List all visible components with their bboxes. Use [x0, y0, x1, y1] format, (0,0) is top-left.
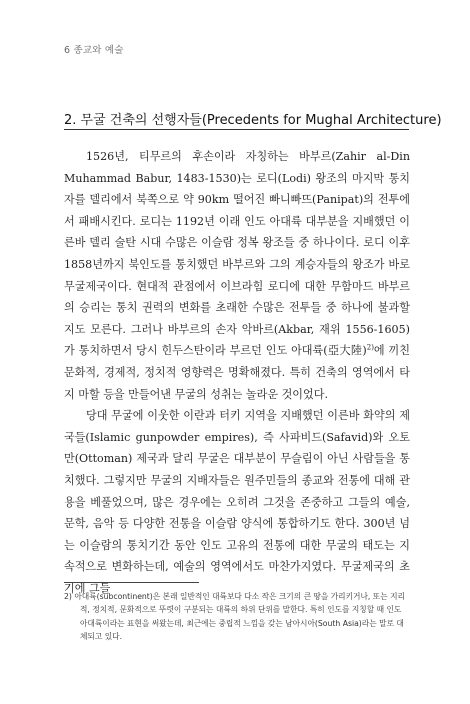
paragraph-2: 당대 무굴에 이웃한 이란과 터키 지역을 지배했던 이른바 화약의 제국들(Islamic gunpowder empires), 즉 사파비드(Safavid)와 오토만(Ottoman) 제국과 달리 무굴은 대부분이 무슬림이 아닌 사람들을 통치했다. 그렇지만 무굴의 지배자들은 원주민들의 종교와 전통에 대해 관용을 베풀었으며, 많은 경우에는 오히려 그것을 존중하고 그들의 예술, 문학, 음악 등 다양한 전통을 이슬람 양식에 통합하기도 한다. 300년 넘는 이슬람의 통치기간 동안 인도 고유의 전통에 대한 무굴의 태도는 지속적으로 변화하는데, 예술의 영역에서도 마찬가지였다. 무굴제국의 초기에 그들: [64, 409, 410, 595]
paragraph-1: [64, 146, 410, 405]
running-header: 6 종교와 예술: [64, 45, 124, 56]
footnote-marker: 2): [366, 343, 374, 352]
footnote-text: 2) 아대륙(subcontinent)은 본래 일반적인 대륙보다 다소 작은 크기의 큰 땅을 가리키거나, 또는 지리적, 정치적, 문화적으로 뚜렷이 구분되는 대륙의 하위 단위를 말한다. 특히 인도를 지칭할 때 인도 아대륙이라는 표현을 써왔는데, 최근에는 중립적 느낌을 갖는 남아시아(South Asia)라는 말로 대체되고 있다.: [64, 592, 405, 642]
section-title: 2. 무굴 건축의 선행자들(Precedents for Mughal Architecture): [64, 113, 442, 128]
paragraph-1-text: 1526년, 티무르의 후손이라 자칭하는 바부르(Zahir al-Din Muhammad Babur, 1483-1530)는 로디(Lodi) 왕조의 마지막 통치자를 델리에서 북쪽으로 약 90km 떨어진 빠니빠뜨(Panipat)의 전투에서 패배시킨다. 로디는 1192년 이래 인도 아대륙 대부분을 지배했던 이른바 델리 술탄 시대 수많은 이슬람 정복 왕조들 중 하나이다. 로디 이후 1858년까지 북인도를 통치했던 바부르와 그의 계승자들의 왕조가 바로 무굴제국이다. 현대적 관점에서 이브라힘 로디에 대한 무함마드 바부르의 승리는 통치 권력의 변화를 초래한 수많은 전투들 중 하나에 불과할지도 모른다. 그러나 바부르의 손자 악바르(Akbar, 재위 1556-1605)가 통치하면서 당시 힌두스탄이라 부르던 인도 아대륙(亞大陸): [64, 150, 410, 358]
title-underline: [64, 129, 409, 130]
paragraph-1-text-cont: 에 끼친 문화적, 경제적, 정치적 영향력은 명확해졌다. 특히 건축의 영역에서 타지 마할 등을 만들어낸 무굴의 성취는 놀라운 것이었다.: [64, 344, 410, 401]
footnote-divider: [64, 582, 199, 583]
body-text: [64, 146, 410, 599]
footnote: [64, 590, 410, 644]
